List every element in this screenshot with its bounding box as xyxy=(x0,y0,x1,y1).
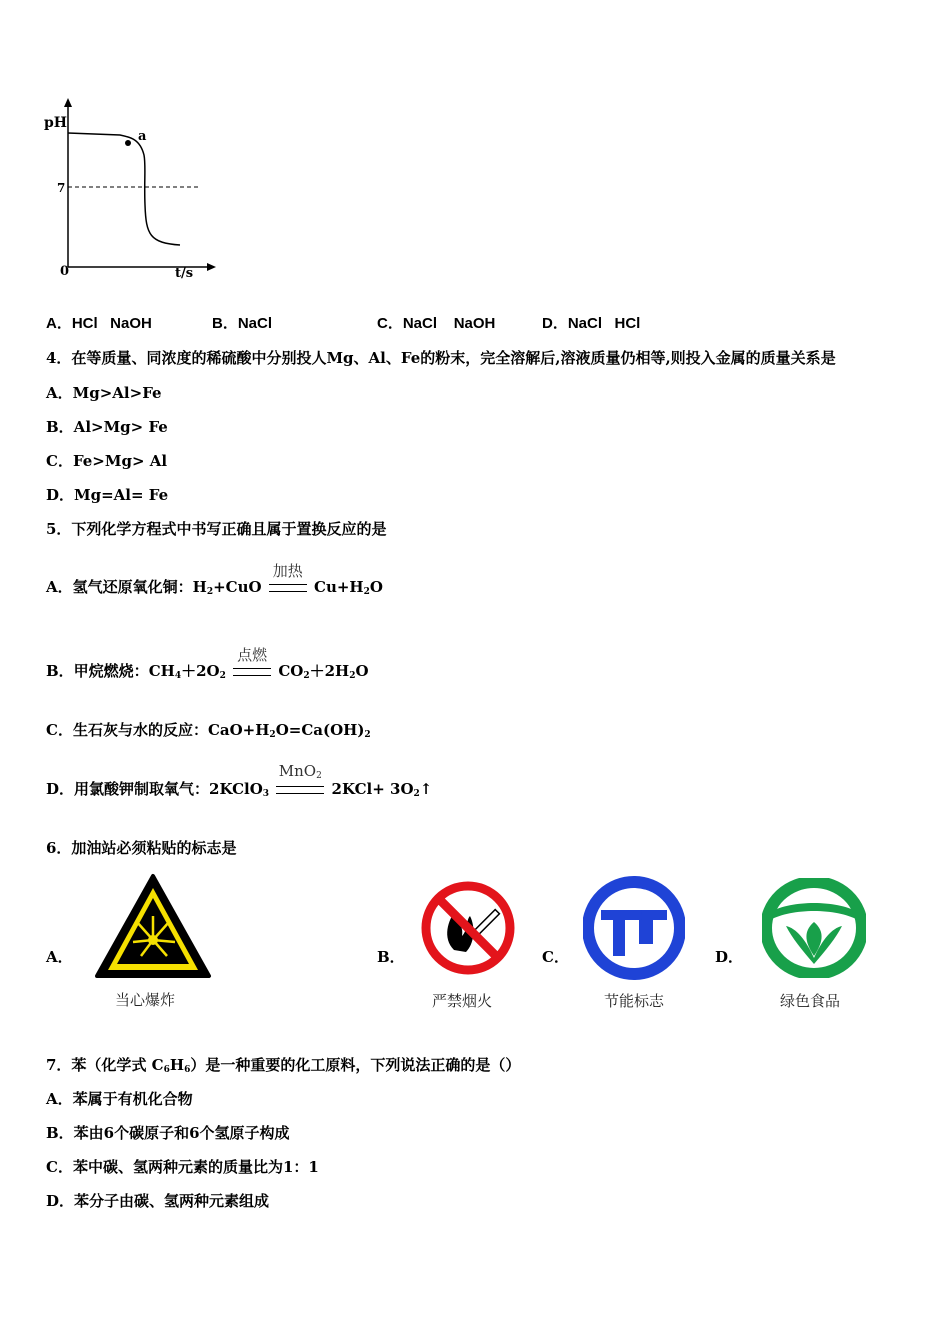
energy-saving-icon xyxy=(583,876,685,980)
q6-option-c-letter: C． xyxy=(542,948,569,966)
q7-option-a: A．苯属于有机化合物 xyxy=(46,1090,193,1108)
point-a-label: a xyxy=(138,129,147,144)
y-axis-arrow xyxy=(64,98,72,107)
reaction-condition-heat: 加热 xyxy=(269,584,307,592)
sign-caption-c: 节能标志 xyxy=(604,992,665,1010)
tick-7: 7 xyxy=(57,181,66,195)
explosion-warning-icon xyxy=(93,872,213,980)
q3-option-b: B．NaCl xyxy=(212,315,273,332)
origin-label: 0 xyxy=(60,264,70,279)
q4-option-d: D．Mg=Al= Fe xyxy=(46,486,169,504)
q7-option-b: B．苯由6个碳原子和6个氢原子构成 xyxy=(46,1124,290,1142)
q3-option-a: A．HCl NaOH xyxy=(46,315,152,332)
reaction-condition-ignite: 点燃 xyxy=(233,668,271,676)
q6-option-d-letter: D． xyxy=(715,948,744,966)
q7-option-d: D．苯分子由碳、氢两种元素组成 xyxy=(46,1192,270,1210)
q3-option-c: C．NaCl NaOH xyxy=(377,315,496,332)
q6-option-b-letter: B． xyxy=(377,948,405,966)
ph-curve xyxy=(68,133,180,245)
sign-caption-b: 严禁烟火 xyxy=(432,992,493,1010)
ph-time-graph xyxy=(40,95,230,285)
sign-caption-a: 当心爆炸 xyxy=(115,991,176,1009)
point-a xyxy=(125,140,131,146)
q5-stem: 5．下列化学方程式中书写正确且属于置换反应的是 xyxy=(46,520,387,538)
green-food-icon xyxy=(762,878,866,978)
q4-option-a: A．Mg>Al>Fe xyxy=(46,384,162,402)
q7-option-c: C．苯中碳、氢两种元素的质量比为1：1 xyxy=(46,1158,319,1176)
x-axis-arrow xyxy=(207,263,216,271)
q5-option-d: D．用氯酸钾制取氧气：2KClO$_3$ MnO$_2$ $2KCl+ 3O_2↑$ xyxy=(46,762,433,799)
q6-option-a-letter: A． xyxy=(46,948,73,966)
q5-option-a: A．氢气还原氧化铜：$H_2+CuO$ 加热 $Cu+H_2O$ xyxy=(46,562,383,597)
q4-option-c: C．Fe>Mg> Al xyxy=(46,452,168,470)
q7-stem: 7．苯（化学式 $C_6H_6$）是一种重要的化工原料，下列说法正确的是（） xyxy=(46,1056,521,1075)
x-label: t/s xyxy=(175,266,194,281)
sign-caption-d: 绿色食品 xyxy=(780,992,841,1010)
no-fire-icon xyxy=(418,880,518,976)
q4-stem: 4．在等质量、同浓度的稀硫酸中分别投人Mg、Al、Fe的粉末，完全溶解后,溶液质量仍相等,则投入金属的质量关系是 xyxy=(46,349,836,367)
y-label: pH xyxy=(44,115,68,131)
q5-option-b: B．甲烷燃烧：$CH_4+2O_2$ 点燃 $CO_2+2H_2O$ xyxy=(46,646,369,681)
q4-option-b: B．Al>Mg> Fe xyxy=(46,418,168,436)
q5-option-c: C．生石灰与水的反应：$CaO+H_2O=Ca(OH)_2$ xyxy=(46,721,371,740)
q6-stem: 6．加油站必须粘贴的标志是 xyxy=(46,839,237,857)
reaction-condition-catalyst: MnO$_2$ xyxy=(276,786,324,794)
q3-option-d: D．NaCl HCl xyxy=(542,315,641,332)
